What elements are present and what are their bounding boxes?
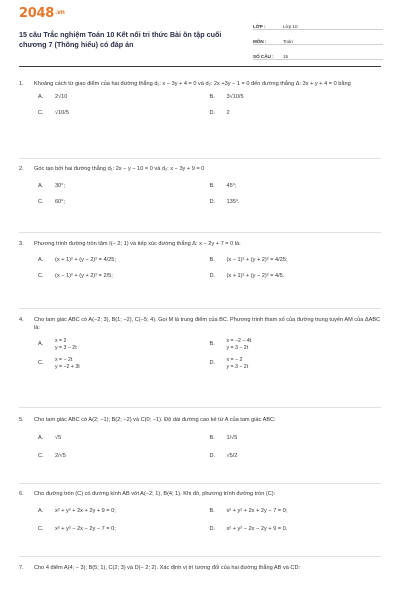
option-d[interactable]: D. x = − 2 y = 3 − 2t <box>209 357 249 370</box>
option-a[interactable]: A. √5 <box>38 434 62 441</box>
info-row-subject: MÔN : Toán <box>253 30 383 45</box>
site-logo[interactable]: $2048^{.vn}$ <box>19 6 65 21</box>
option-b[interactable]: B. (x − 1)² + (y + 2)² = 4/25; <box>209 256 288 263</box>
option-a[interactable]: A. 2√10 <box>38 93 68 100</box>
option-c[interactable]: C. 2/√5 <box>38 452 66 459</box>
option-d[interactable]: D. √5/2 <box>209 452 238 459</box>
divider <box>19 556 381 557</box>
page-title: 15 câu Trắc nghiệm Toán 10 Kết nối tri thức Bài ôn tập cuối chương 7 (Thông hiểu) có đáp án <box>19 30 222 49</box>
option-d[interactable]: D. x² + y² − 2x − 2y + 9 = 0. <box>209 525 288 532</box>
question-6: 6. Cho đường tròn (C) có đường kính AB với A(−2; 1), B(4; 1). Khi đó, phương trình đường tròn (C): A. x² + y² + 2x + 2y + 9 = 0; B. x² + y² + 2x + 2y − 7 = 0; C. x² + y² − 2x − 2y − 7 = 0; D. x² + y² − 2x − 2y + 9 = 0. <box>19 491 381 533</box>
question-3: 3. Phương trình đường tròn tâm I(− 2; 1) và tiếp xúc đường thẳng Δ: x − 2y + 7 = 0 là: A. (x + 1)² + (y − 2)² = 4/25; B. (x − 1)² + (y + 2)² = 4/25; C. (x − 1)² + (y + 2)² = 2/5; D. (x + 1)² + (y − 2)² = 4/5. <box>19 241 381 280</box>
info-panel <box>253 15 383 60</box>
divider <box>19 407 381 408</box>
option-c[interactable]: C. x² + y² − 2x − 2y − 7 = 0; <box>38 525 116 532</box>
option-a[interactable]: A. x = 2 y = 3 − 2t <box>38 338 77 351</box>
option-c[interactable]: C. 60°; <box>38 198 66 205</box>
info-row-count: SỐ CÂU : 15 <box>253 45 383 60</box>
divider <box>19 308 381 309</box>
option-b[interactable]: B. x² + y² + 2x + 2y − 7 = 0; <box>209 507 288 514</box>
divider <box>19 483 381 484</box>
question-4: 4. Cho tam giác ABC có A(−2; 3), B(1; −2), C(−5; 4). Gọi M là trung điểm của BC. Phương trình tham số của đường trung tuyến AM của ΔABC là: A. x = 2 y = 3 − 2t B. x = −2 − 4t y = 3 − 2t C. x = − 2t y = −2 + 3t D. x = − 2 y = 3 − 2t <box>19 317 381 370</box>
divider <box>19 232 381 233</box>
option-b[interactable]: B. 3√10/5 <box>209 93 244 100</box>
option-d[interactable]: D. 135°. <box>209 198 240 205</box>
option-d[interactable]: D. 2 <box>209 109 230 116</box>
option-b[interactable]: B. 1/√5 <box>209 434 238 441</box>
option-a[interactable]: A. (x + 1)² + (y − 2)² = 4/25; <box>38 256 116 263</box>
option-b[interactable]: B. x = −2 − 4t y = 3 − 2t <box>209 338 252 351</box>
option-c[interactable]: C. √10/5 <box>38 109 69 116</box>
question-2: 2. Góc tạo bởi hai đường thẳng d₁: 2x − y − 10 = 0 và d₂: x − 3y + 9 = 0 A. 30°; B. 45°; C. 60°; D. 135°. <box>19 166 381 206</box>
question-1: 1. Khoảng cách từ giao điểm của hai đường thẳng d₁: x − 3y + 4 = 0 và d₂: 2x +3y − 1 = 0 đến đường thẳng Δ: 3x + y + 4 = 0 bằng A. 2√10 B. 3√10/5 C. √10/5 D. 2 <box>19 81 381 117</box>
option-b[interactable]: B. 45°; <box>209 182 237 189</box>
info-row-class: LỚP : Lớp 10 <box>253 15 383 30</box>
option-c[interactable]: C. (x − 1)² + (y + 2)² = 2/5; <box>38 272 113 279</box>
option-d[interactable]: D. (x + 1)² + (y − 2)² = 4/5. <box>209 272 285 279</box>
option-c[interactable]: C. x = − 2t y = −2 + 3t <box>38 357 80 370</box>
option-a[interactable]: A. x² + y² + 2x + 2y + 9 = 0; <box>38 507 116 514</box>
header-divider <box>19 66 381 67</box>
option-a[interactable]: A. 30°; <box>38 182 66 189</box>
question-7: 7. Cho 4 điểm A(4; − 3); B(5; 1), C(2; 3) và D(− 2; 2). Xác định vị trí tương đối của hai đường thẳng AB và CD: <box>19 565 301 571</box>
divider <box>19 158 381 159</box>
question-5: 5. Cho tam giác ABC có A(2; −1); B(2; −2) và C(0; −1). Độ dài đường cao kẻ từ A của tam giác ABC: A. √5 B. 1/√5 C. 2/√5 D. √5/2 <box>19 417 381 460</box>
